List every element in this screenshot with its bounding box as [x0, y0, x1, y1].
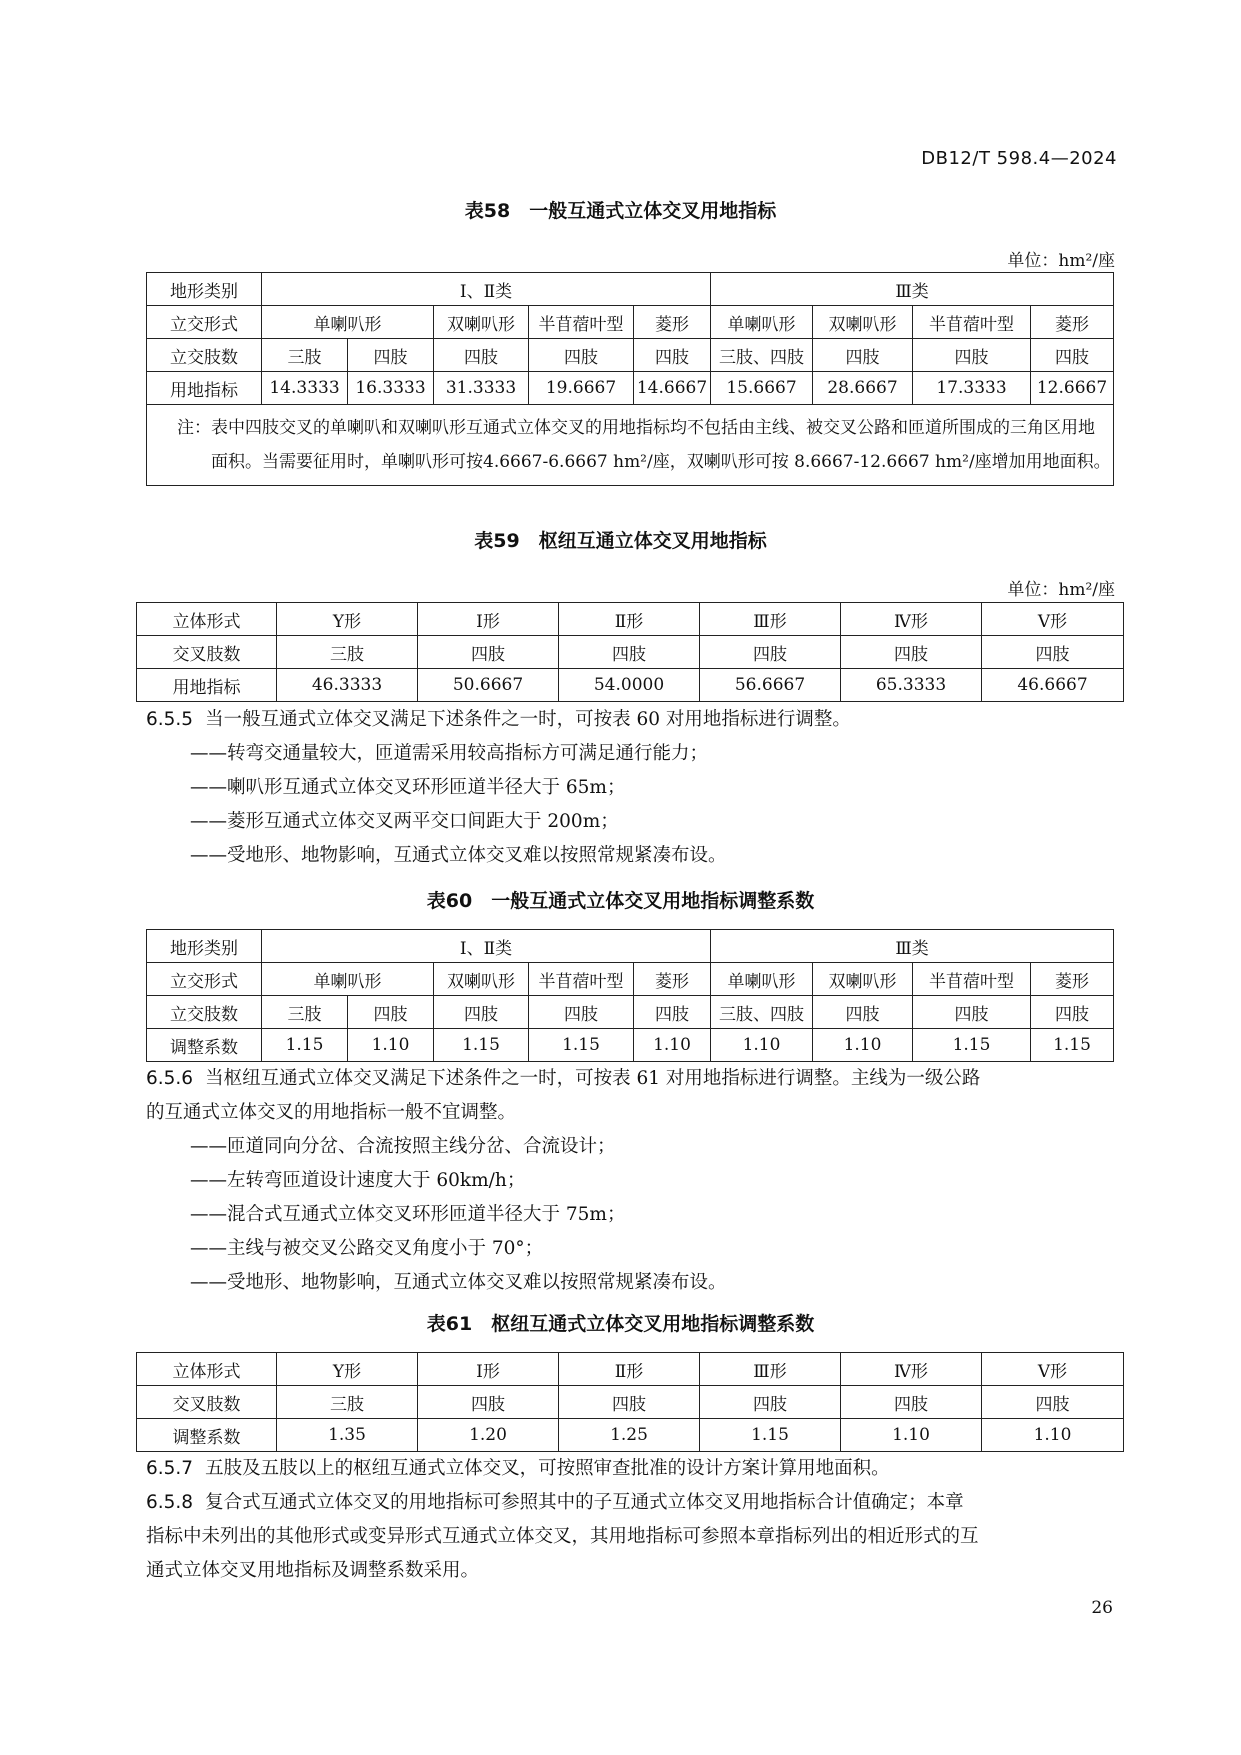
- table-row: [137, 1353, 1124, 1386]
- table-cell: 54.0000: [559, 669, 700, 702]
- table59-title: 表59 枢纽互通立体交叉用地指标: [474, 530, 767, 552]
- table-row: [137, 636, 1124, 669]
- clause-number: 6.5.5: [146, 709, 194, 730]
- table-row-label: 立体形式: [137, 1353, 277, 1386]
- table-cell: 1.35: [277, 1419, 418, 1452]
- table-cell: Ⅱ形: [559, 603, 700, 636]
- table59: [136, 602, 1124, 702]
- clause-text-line2: 的互通式立体交叉的用地指标一般不宜调整。: [146, 1102, 517, 1123]
- table-row-label: 地形类别: [147, 273, 262, 306]
- clause-number: 6.5.7: [146, 1458, 194, 1479]
- document-code: DB12/T 598.4—2024: [921, 148, 1117, 169]
- table-row: [137, 603, 1124, 636]
- table60-row-legs: [147, 996, 1114, 1029]
- table-cell: 四肢: [348, 996, 434, 1029]
- table-cell: 半苜蓿叶型: [529, 306, 634, 339]
- table-cell: Ⅰ形: [418, 1353, 559, 1386]
- table-cell: 四肢: [559, 1386, 700, 1419]
- table-cell: 56.6667: [700, 669, 841, 702]
- table-cell: Y形: [277, 1353, 418, 1386]
- table-row-label: 调整系数: [147, 1029, 262, 1062]
- terrain-group-1: Ⅰ、Ⅱ类: [262, 930, 711, 963]
- table-cell: 三肢、四肢: [711, 339, 813, 372]
- table-cell: 46.6667: [982, 669, 1124, 702]
- terrain-group-1: Ⅰ、Ⅱ类: [262, 273, 711, 306]
- table-cell: Ⅴ形: [982, 1353, 1124, 1386]
- table58-row-legs: [147, 339, 1114, 372]
- table-row-label: 调整系数: [137, 1419, 277, 1452]
- clause-text: 当一般互通式立体交叉满足下述条件之一时，可按表 60 对用地指标进行调整。: [205, 709, 851, 730]
- table58-row-form: [147, 306, 1114, 339]
- table58-note-row: [147, 405, 1114, 486]
- table58-row-terrain: [147, 273, 1114, 306]
- table-row: [137, 1386, 1124, 1419]
- table-cell: 半苜蓿叶型: [529, 963, 634, 996]
- table-cell: 46.3333: [277, 669, 418, 702]
- table-cell: 四肢: [841, 636, 982, 669]
- table-cell: 四肢: [982, 1386, 1124, 1419]
- table-cell: 三肢: [277, 1386, 418, 1419]
- table-cell: 四肢: [434, 996, 529, 1029]
- table-row-label: 用地指标: [147, 372, 262, 405]
- table-cell: 1.20: [418, 1419, 559, 1452]
- table-cell: 19.6667: [529, 372, 634, 405]
- list-item: ——主线与被交叉公路交叉角度小于 70°；: [190, 1238, 544, 1259]
- note-label: 注：: [177, 418, 211, 438]
- list-item: ——左转弯匝道设计速度大于 60km/h；: [190, 1170, 526, 1191]
- table-cell: 三肢、四肢: [711, 996, 813, 1029]
- table-cell: 菱形: [634, 306, 711, 339]
- table-row-label: 交叉肢数: [137, 1386, 277, 1419]
- table-cell: 四肢: [700, 1386, 841, 1419]
- table-cell: 半苜蓿叶型: [913, 963, 1031, 996]
- table-cell: 14.3333: [262, 372, 348, 405]
- table-cell: 16.3333: [348, 372, 434, 405]
- table-cell: 双喇叭形: [434, 306, 529, 339]
- table-cell: 单喇叭形: [262, 306, 434, 339]
- table-cell: 1.15: [913, 1029, 1031, 1062]
- table-cell: 四肢: [982, 636, 1124, 669]
- table58-title: 表58 一般互通式立体交叉用地指标: [464, 200, 777, 222]
- table60-title: 表60 一般互通式立体交叉用地指标调整系数: [426, 890, 815, 912]
- table-row-label: 立体形式: [137, 603, 277, 636]
- table-cell: 17.3333: [913, 372, 1031, 405]
- table-cell: 四肢: [1031, 996, 1114, 1029]
- clause-6-5-7: [146, 1452, 1112, 1486]
- table61: [136, 1352, 1124, 1452]
- table-cell: 四肢: [841, 1386, 982, 1419]
- table60-row-coef: [147, 1029, 1114, 1062]
- table-cell: 50.6667: [418, 669, 559, 702]
- page-number: 26: [1091, 1598, 1113, 1618]
- table58-unit: 单位：hm²/座: [1007, 251, 1115, 271]
- table-row-label: 交叉肢数: [137, 636, 277, 669]
- table-cell: 三肢: [262, 996, 348, 1029]
- clause-text: 五肢及五肢以上的枢纽互通式立体交叉，可按照审查批准的设计方案计算用地面积。: [205, 1458, 890, 1479]
- table-cell: 65.3333: [841, 669, 982, 702]
- table-row: [137, 1419, 1124, 1452]
- table-cell: 1.15: [700, 1419, 841, 1452]
- table-cell: 四肢: [529, 339, 634, 372]
- table-cell: 四肢: [529, 996, 634, 1029]
- table-cell: Ⅳ形: [841, 603, 982, 636]
- table-cell: 单喇叭形: [711, 963, 813, 996]
- table60: [146, 929, 1114, 1062]
- clause-text-line1: 复合式互通式立体交叉的用地指标可参照其中的子互通式立体交叉用地指标合计值确定；本章: [205, 1492, 964, 1513]
- table-cell: Ⅱ形: [559, 1353, 700, 1386]
- list-item: ——匝道同向分岔、合流按照主线分岔、合流设计；: [190, 1136, 616, 1157]
- table-cell: Ⅳ形: [841, 1353, 982, 1386]
- table-cell: 15.6667: [711, 372, 813, 405]
- table-cell: 四肢: [418, 636, 559, 669]
- clause-number: 6.5.6: [146, 1068, 194, 1089]
- table-cell: Y形: [277, 603, 418, 636]
- table-cell: 1.10: [348, 1029, 434, 1062]
- table-cell: 四肢: [418, 1386, 559, 1419]
- clause-6-5-8: [146, 1486, 1112, 1588]
- table-cell: 1.15: [262, 1029, 348, 1062]
- table-row: [137, 669, 1124, 702]
- table-cell: 1.10: [841, 1419, 982, 1452]
- table58-row-index: [147, 372, 1114, 405]
- terrain-group-2: Ⅲ类: [711, 273, 1114, 306]
- table-cell: 14.6667: [634, 372, 711, 405]
- list-item: ——喇叭形互通式立体交叉环形匝道半径大于 65m；: [190, 777, 626, 798]
- table-cell: 1.25: [559, 1419, 700, 1452]
- table-cell: 双喇叭形: [434, 963, 529, 996]
- table-cell: Ⅰ形: [418, 603, 559, 636]
- table-cell: 四肢: [634, 339, 711, 372]
- table-cell: 菱形: [1031, 306, 1114, 339]
- table-cell: 菱形: [1031, 963, 1114, 996]
- table-cell: 四肢: [913, 339, 1031, 372]
- table-row-label: 立交形式: [147, 306, 262, 339]
- table-cell: Ⅴ形: [982, 603, 1124, 636]
- table61-title: 表61 枢纽互通式立体交叉用地指标调整系数: [426, 1313, 815, 1335]
- list-item: ——受地形、地物影响，互通式立体交叉难以按照常规紧凑布设。: [190, 845, 727, 866]
- table-cell: 1.10: [982, 1419, 1124, 1452]
- table-cell: 1.10: [634, 1029, 711, 1062]
- table-cell: 四肢: [700, 636, 841, 669]
- table-cell: 四肢: [1031, 339, 1114, 372]
- table-cell: 四肢: [634, 996, 711, 1029]
- table-cell: 12.6667: [1031, 372, 1114, 405]
- table-row-label: 立交形式: [147, 963, 262, 996]
- note-text: 表中四肢交叉的单喇叭和双喇叭形互通式立体交叉的用地指标均不包括由主线、被交叉公路和匝道所围成的三角区用地面积。当需要征用时，单喇叭形可按4.6667-6.6667 hm²/座，双喇叭形可按 8.6667-12.6667 hm²/座增加用地面积。: [211, 418, 1111, 472]
- table-cell: 四肢: [434, 339, 529, 372]
- table59-unit: 单位：hm²/座: [1007, 580, 1115, 600]
- clause-text-line1: 当枢纽互通式立体交叉满足下述条件之一时，可按表 61 对用地指标进行调整。主线为一级公路: [205, 1068, 981, 1089]
- table60-row-terrain: [147, 930, 1114, 963]
- table-cell: 1.10: [711, 1029, 813, 1062]
- list-item: ——混合式互通式立体交叉环形匝道半径大于 75m；: [190, 1204, 626, 1225]
- table-cell: 菱形: [634, 963, 711, 996]
- table-cell: 31.3333: [434, 372, 529, 405]
- table-cell: 28.6667: [813, 372, 913, 405]
- list-item: ——菱形互通式立体交叉两平交口间距大于 200m；: [190, 811, 619, 832]
- table-cell: Ⅲ形: [700, 603, 841, 636]
- table-cell: 三肢: [262, 339, 348, 372]
- table-cell: 1.10: [813, 1029, 913, 1062]
- table-cell: 1.15: [1031, 1029, 1114, 1062]
- table-row-label: 地形类别: [147, 930, 262, 963]
- clause-number: 6.5.8: [146, 1492, 194, 1513]
- table-cell: 单喇叭形: [262, 963, 434, 996]
- list-item: ——转弯交通量较大，匝道需采用较高指标方可满足通行能力；: [190, 743, 709, 764]
- clause-6-5-6: [146, 1062, 1112, 1130]
- table58: [146, 272, 1114, 486]
- table60-row-form: [147, 963, 1114, 996]
- table-cell: Ⅲ形: [700, 1353, 841, 1386]
- clause-text-line2: 指标中未列出的其他形式或变异形式互通式立体交叉，其用地指标可参照本章指标列出的相近形式的互: [146, 1526, 979, 1547]
- clause-6-5-5: [146, 703, 1112, 737]
- clause-text-line3: 通式立体交叉用地指标及调整系数采用。: [146, 1560, 480, 1581]
- table-cell: 四肢: [559, 636, 700, 669]
- terrain-group-2: Ⅲ类: [711, 930, 1114, 963]
- table-row-label: 用地指标: [137, 669, 277, 702]
- table-cell: 1.15: [529, 1029, 634, 1062]
- table-cell: 四肢: [813, 996, 913, 1029]
- table-cell: 单喇叭形: [711, 306, 813, 339]
- table-cell: 四肢: [913, 996, 1031, 1029]
- table-cell: 四肢: [813, 339, 913, 372]
- table-cell: 四肢: [348, 339, 434, 372]
- table-row-label: 立交肢数: [147, 339, 262, 372]
- list-item: ——受地形、地物影响，互通式立体交叉难以按照常规紧凑布设。: [190, 1272, 727, 1293]
- table58-note: [147, 405, 1114, 486]
- table-row-label: 立交肢数: [147, 996, 262, 1029]
- table-cell: 半苜蓿叶型: [913, 306, 1031, 339]
- table-cell: 三肢: [277, 636, 418, 669]
- table-cell: 1.15: [434, 1029, 529, 1062]
- table-cell: 双喇叭形: [813, 963, 913, 996]
- table-cell: 双喇叭形: [813, 306, 913, 339]
